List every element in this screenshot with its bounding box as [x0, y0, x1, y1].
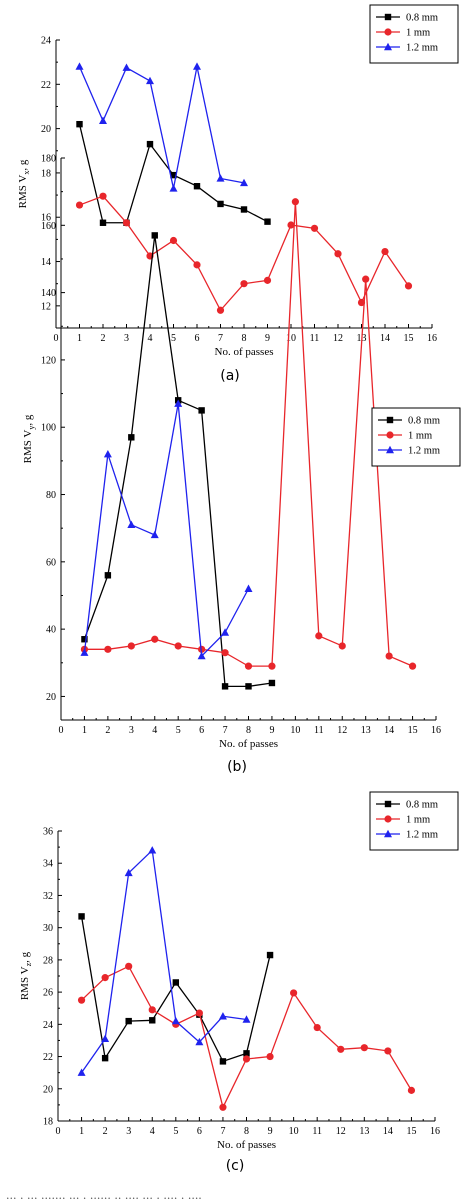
data-point: [152, 232, 158, 238]
y-tick-label: 20: [41, 124, 51, 136]
data-point: [245, 663, 252, 670]
x-tick-label: 13: [360, 725, 371, 736]
y-tick-label: 28: [43, 955, 53, 967]
data-point: [290, 989, 297, 996]
x-tick-label: 12: [333, 333, 343, 344]
data-point: [245, 683, 251, 689]
legend-label: 1 mm: [406, 814, 431, 826]
panel-label: (a): [220, 368, 240, 384]
y-tick-label: 12: [41, 301, 51, 313]
legend-label: 1.2 mm: [406, 42, 439, 54]
x-tick-label: 11: [313, 725, 324, 736]
x-tick-label: 9: [269, 725, 275, 736]
y-tick-label: 36: [43, 826, 53, 838]
data-point: [264, 218, 270, 224]
y-tick-label: 20: [43, 1084, 53, 1096]
y-tick-label: 32: [43, 890, 53, 902]
x-tick-label: 4: [147, 333, 153, 344]
x-tick-label: 15: [403, 333, 414, 344]
data-point: [104, 646, 111, 653]
y-tick-label: 26: [43, 987, 53, 999]
x-tick-label: 15: [407, 725, 418, 736]
x-tick-label: 0: [58, 725, 64, 736]
data-point: [146, 77, 154, 84]
y-tick-label: 34: [43, 858, 53, 870]
x-tick-label: 6: [194, 333, 200, 344]
data-point: [173, 979, 179, 985]
x-tick-label: 7: [218, 333, 223, 344]
data-point: [104, 450, 112, 457]
legend: [372, 408, 460, 466]
x-tick-label: 5: [173, 1126, 179, 1137]
x-axis-label: No. of passes: [219, 738, 278, 750]
y-tick-label: 160: [41, 220, 56, 232]
data-point: [149, 1017, 155, 1023]
data-point: [99, 193, 106, 200]
x-tick-label: 10: [290, 725, 301, 736]
x-tick-label: 3: [128, 725, 134, 736]
data-point: [76, 121, 82, 127]
data-point: [339, 642, 346, 649]
data-point: [315, 632, 322, 639]
data-point: [292, 198, 299, 205]
y-tick-label: 24: [41, 35, 51, 47]
x-tick-label: 1: [81, 725, 87, 736]
x-tick-label: 6: [196, 1126, 202, 1137]
series-line: [82, 916, 271, 1061]
x-tick-label: 9: [267, 1126, 273, 1137]
x-tick-label: 4: [152, 725, 158, 736]
y-tick-label: 14: [41, 257, 51, 269]
y-tick-label: 180: [41, 153, 56, 165]
legend-marker: [387, 417, 393, 423]
data-point: [219, 1012, 227, 1019]
y-tick-label: 100: [41, 422, 56, 434]
data-point: [193, 62, 201, 69]
data-point: [361, 1044, 368, 1051]
x-tick-label: 15: [406, 1126, 417, 1137]
y-axis-label: RMS $V_z$, g: [19, 951, 33, 1001]
x-tick-label: 2: [100, 333, 106, 344]
x-tick-label: 7: [222, 725, 228, 736]
legend-marker: [384, 815, 391, 822]
data-point: [196, 1009, 203, 1016]
y-tick-label: 120: [41, 355, 56, 367]
data-point: [220, 1058, 226, 1064]
x-tick-label: 0: [55, 1126, 61, 1137]
chart-panel-a: [17, 5, 458, 384]
data-point: [99, 117, 107, 124]
x-tick-label: 2: [102, 1126, 108, 1137]
x-tick-label: 1: [77, 333, 82, 344]
y-axis-label: RMS $V_y$, g: [22, 414, 36, 464]
series-line: [80, 67, 245, 189]
series-1-mm: [78, 963, 415, 1111]
data-point: [240, 280, 247, 287]
x-tick-label: 10: [288, 1126, 299, 1137]
x-tick-label: 4: [149, 1126, 155, 1137]
data-point: [311, 225, 318, 232]
x-tick-label: 16: [430, 1126, 440, 1137]
x-tick-label: 0: [53, 333, 59, 344]
x-tick-label: 3: [124, 333, 129, 344]
x-tick-label: 14: [382, 1126, 393, 1137]
data-point: [221, 649, 228, 656]
legend-label: 0.8 mm: [406, 12, 439, 24]
data-point: [409, 663, 416, 670]
data-point: [102, 974, 109, 981]
data-point: [149, 1006, 156, 1013]
legend: [370, 792, 458, 850]
data-point: [337, 1046, 344, 1053]
data-point: [100, 220, 106, 226]
x-tick-label: 6: [199, 725, 205, 736]
data-point: [217, 174, 225, 181]
data-point: [221, 628, 229, 635]
series-line: [84, 235, 272, 686]
chart-panel-c: [19, 792, 458, 1174]
legend-label: 0.8 mm: [406, 799, 439, 811]
legend-marker: [385, 14, 391, 20]
series-1-2-mm: [78, 846, 251, 1076]
data-point: [147, 141, 153, 147]
data-point: [268, 663, 275, 670]
x-tick-label: 8: [246, 725, 251, 736]
legend-marker: [384, 28, 391, 35]
panel-label: (c): [225, 1158, 245, 1174]
panel-label: (b): [227, 759, 247, 775]
data-point: [386, 652, 393, 659]
x-tick-label: 12: [335, 1126, 346, 1137]
data-point: [105, 572, 111, 578]
y-tick-label: 24: [43, 1019, 53, 1031]
legend-label: 1 mm: [408, 430, 433, 442]
data-point: [241, 206, 247, 212]
x-tick-label: 11: [312, 1126, 323, 1137]
x-tick-label: 12: [337, 725, 348, 736]
data-point: [170, 184, 178, 191]
data-point: [102, 1055, 108, 1061]
x-tick-label: 5: [175, 725, 181, 736]
x-tick-label: 8: [241, 333, 247, 344]
legend-marker: [386, 431, 393, 438]
data-point: [198, 407, 204, 413]
x-tick-label: 11: [309, 333, 320, 344]
data-point: [76, 201, 83, 208]
data-point: [243, 1055, 250, 1062]
data-point: [269, 680, 275, 686]
data-point: [266, 1053, 273, 1060]
data-point: [125, 963, 132, 970]
data-point: [123, 219, 130, 226]
series-1-2-mm: [76, 62, 249, 191]
y-tick-label: 140: [41, 288, 56, 300]
data-point: [222, 683, 228, 689]
data-point: [408, 1087, 415, 1094]
x-tick-label: 14: [380, 333, 390, 344]
legend-label: 1.2 mm: [408, 445, 441, 457]
x-tick-label: 7: [220, 1126, 226, 1137]
data-point: [78, 997, 85, 1004]
data-point: [405, 282, 412, 289]
x-axis-label: No. of passes: [214, 346, 274, 358]
data-point: [194, 183, 200, 189]
y-tick-label: 60: [46, 557, 56, 569]
series-1-2-mm: [80, 399, 252, 659]
x-tick-label: 1: [79, 1126, 85, 1137]
data-point: [128, 642, 135, 649]
series-line: [84, 404, 248, 656]
figure-caption: ... . ... ....... ... . ...... .. .... ... . .... . ....: [6, 1189, 202, 1202]
series-0-8-mm: [76, 121, 270, 226]
data-point: [245, 585, 253, 592]
x-tick-label: 16: [427, 333, 437, 344]
data-point: [334, 250, 341, 257]
data-point: [78, 913, 84, 919]
x-axis-label: No. of passes: [217, 1139, 276, 1151]
y-tick-label: 18: [43, 1116, 53, 1128]
x-tick-label: 5: [171, 333, 176, 344]
series-line: [82, 966, 412, 1107]
data-point: [219, 1104, 226, 1111]
y-tick-label: 22: [43, 1052, 53, 1064]
data-point: [128, 434, 134, 440]
y-tick-label: 20: [46, 691, 56, 703]
data-point: [76, 62, 84, 69]
data-point: [217, 307, 224, 314]
x-tick-label: 13: [356, 333, 367, 344]
y-tick-label: 22: [41, 79, 51, 91]
legend-label: 1 mm: [406, 27, 431, 39]
y-axis-label: RMS $V_x$, g: [17, 159, 31, 209]
x-tick-label: 10: [286, 333, 296, 344]
data-point: [123, 63, 131, 70]
data-point: [127, 521, 135, 528]
x-tick-label: 3: [126, 1126, 132, 1137]
data-point: [381, 248, 388, 255]
y-tick-label: 16: [41, 212, 51, 224]
data-point: [193, 261, 200, 268]
data-point: [148, 846, 156, 853]
data-point: [170, 237, 177, 244]
legend: [370, 5, 458, 63]
data-point: [267, 952, 273, 958]
x-tick-label: 13: [359, 1126, 370, 1137]
legend-label: 1.2 mm: [406, 829, 439, 841]
data-point: [264, 277, 271, 284]
data-point: [384, 1047, 391, 1054]
data-point: [314, 1024, 321, 1031]
x-tick-label: 14: [384, 725, 395, 736]
x-tick-label: 8: [244, 1126, 249, 1137]
data-point: [217, 201, 223, 207]
x-tick-label: 2: [105, 725, 111, 736]
data-point: [125, 1018, 131, 1024]
y-tick-label: 40: [46, 624, 56, 636]
legend-marker: [385, 801, 391, 807]
legend-label: 0.8 mm: [408, 415, 441, 427]
chart-panel-b: [22, 154, 460, 776]
x-tick-label: 16: [431, 725, 441, 736]
data-point: [151, 636, 158, 643]
y-tick-label: 18: [41, 168, 51, 180]
data-point: [172, 1017, 180, 1024]
y-tick-label: 80: [46, 490, 56, 502]
series-line: [84, 202, 412, 666]
y-tick-label: 30: [43, 923, 53, 935]
x-tick-label: 9: [265, 333, 270, 344]
data-point: [362, 276, 369, 283]
data-point: [175, 642, 182, 649]
